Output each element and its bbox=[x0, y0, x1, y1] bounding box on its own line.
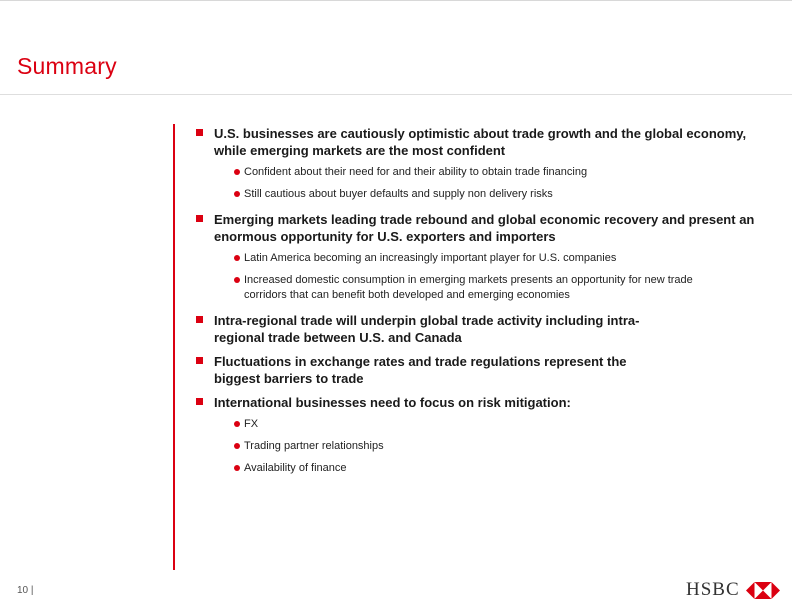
bullet-item bbox=[196, 394, 756, 476]
bullet-item bbox=[196, 353, 756, 387]
sub-bullet-item bbox=[196, 165, 756, 180]
bullet-text: Fluctuations in exchange rates and trade regulations represent the biggest barriers to trade bbox=[214, 354, 627, 386]
bullet-text: U.S. businesses are cautiously optimistic about trade growth and the global economy, while emerging markets are the most confident bbox=[214, 126, 747, 158]
dot-bullet-icon bbox=[234, 169, 240, 175]
sub-bullet-text: Availability of finance bbox=[244, 462, 347, 474]
bullet-row bbox=[196, 394, 756, 411]
sub-bullet-text: Still cautious about buyer defaults and supply non delivery risks bbox=[244, 188, 553, 200]
sub-bullet-list bbox=[196, 251, 756, 303]
sub-bullet-item bbox=[196, 439, 756, 454]
page-title: Summary bbox=[17, 53, 117, 79]
dot-bullet-icon bbox=[234, 255, 240, 261]
square-bullet-icon bbox=[196, 129, 203, 136]
sub-bullet-item bbox=[196, 417, 756, 432]
sub-bullet-item bbox=[196, 461, 756, 476]
bullet-text: International businesses need to focus on risk mitigation: bbox=[214, 395, 571, 410]
top-divider bbox=[0, 0, 792, 1]
sub-bullet-text: Confident about their need for and their ability to obtain trade financing bbox=[244, 166, 588, 178]
dot-bullet-icon bbox=[234, 465, 240, 471]
title-divider bbox=[0, 94, 792, 95]
dot-bullet-icon bbox=[234, 191, 240, 197]
sub-bullet-item bbox=[196, 187, 756, 202]
bullet-row bbox=[196, 353, 756, 387]
sub-bullet-item bbox=[196, 273, 756, 303]
sub-bullet-text: FX bbox=[244, 418, 259, 430]
bullet-row bbox=[196, 125, 756, 159]
dot-bullet-icon bbox=[234, 443, 240, 449]
sub-bullet-text: Trading partner relationships bbox=[244, 440, 384, 452]
square-bullet-icon bbox=[196, 357, 203, 364]
bullet-item bbox=[196, 211, 756, 303]
bullet-row bbox=[196, 211, 756, 245]
sub-bullet-item bbox=[196, 251, 756, 266]
page-number: 10 | bbox=[17, 585, 34, 596]
bullet-item bbox=[196, 125, 756, 202]
hsbc-logo bbox=[686, 578, 780, 602]
bullet-item bbox=[196, 312, 756, 346]
square-bullet-icon bbox=[196, 398, 203, 405]
accent-vertical-line bbox=[173, 124, 175, 570]
bullet-text: Intra-regional trade will underpin global trade activity including intra-regional trade between U.S. and Canada bbox=[214, 313, 640, 345]
dot-bullet-icon bbox=[234, 421, 240, 427]
dot-bullet-icon bbox=[234, 277, 240, 283]
logo-text: HSBC bbox=[686, 579, 740, 600]
bullet-row bbox=[196, 312, 756, 346]
square-bullet-icon bbox=[196, 316, 203, 323]
square-bullet-icon bbox=[196, 215, 203, 222]
bullet-text: Emerging markets leading trade rebound and global economic recovery and present an enormous opportunity for U.S. exporters and importers bbox=[214, 212, 755, 244]
sub-bullet-text: Increased domestic consumption in emerging markets presents an opportunity for new trade corridors that can benefit both developed and emerging economies bbox=[244, 274, 693, 301]
hsbc-hexagon-icon bbox=[746, 582, 780, 599]
sub-bullet-list bbox=[196, 417, 756, 476]
sub-bullet-list bbox=[196, 165, 756, 202]
sub-bullet-text: Latin America becoming an increasingly important player for U.S. companies bbox=[244, 252, 617, 264]
bullet-list bbox=[196, 125, 756, 483]
